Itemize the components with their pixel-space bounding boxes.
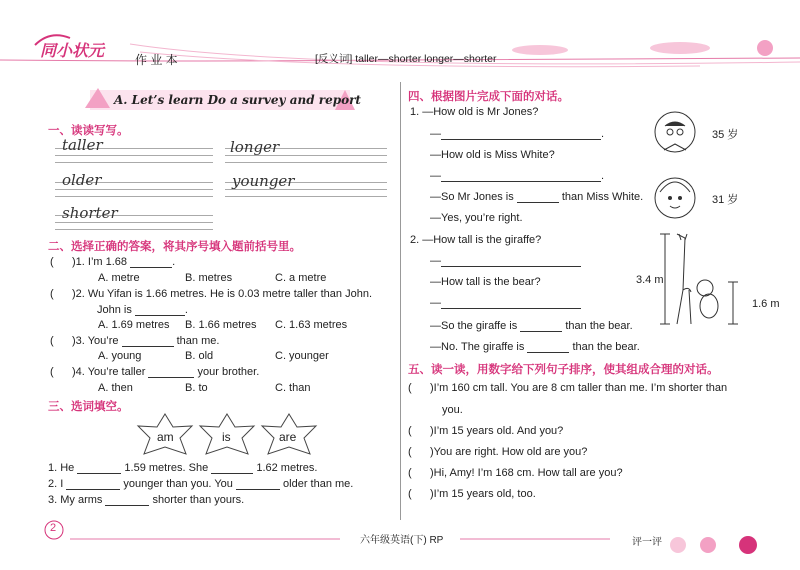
bear-height: 1.6 m bbox=[752, 298, 780, 310]
word-older: older bbox=[62, 171, 102, 189]
dialog2-line2: — bbox=[430, 255, 581, 267]
banner-title: A. Let’s learn Do a survey and report bbox=[114, 93, 361, 107]
order-item-1: ( )I’m 160 cm tall. You are 8 cm taller than me. I’m shorter than bbox=[408, 382, 728, 394]
q2: ( )2. Wu Yifan is 1.66 metres. He is 0.03 metre taller than John. bbox=[50, 288, 372, 300]
word-shorter: shorter bbox=[62, 204, 118, 222]
q2-opt-a: A. 1.69 metres bbox=[98, 319, 170, 331]
q2-opt-b: B. 1.66 metres bbox=[185, 319, 257, 331]
q1-opt-b: B. metres bbox=[185, 272, 233, 284]
age-mr-jones: 35 岁 bbox=[712, 129, 739, 141]
q2-opt-c: C. 1.63 metres bbox=[275, 319, 348, 331]
page-number: 2 bbox=[50, 522, 57, 534]
footer-book: 六年级英语(下) RP bbox=[360, 535, 444, 546]
fill-1: 1. He 1.59 metres. She 1.62 metres. bbox=[48, 462, 318, 474]
order-item-3: ( )You are right. How old are you? bbox=[408, 446, 588, 458]
section-1-title: 一、读读写写。 bbox=[48, 125, 129, 137]
dialog1-line5: —So Mr Jones is than Miss White. bbox=[430, 191, 644, 203]
order-item-5: ( )I’m 15 years old, too. bbox=[408, 488, 536, 500]
footer-rating: 评一评 bbox=[632, 537, 662, 548]
q4-opt-c: C. than bbox=[275, 382, 311, 394]
fill-2: 2. I younger than you. You older than me. bbox=[48, 478, 354, 490]
q2-line2: John is . bbox=[97, 304, 188, 316]
q3-opt-a: A. young bbox=[98, 350, 142, 362]
q1-opt-c: C. a metre bbox=[275, 272, 327, 284]
face-illustrations bbox=[650, 110, 710, 225]
star-word-is: is bbox=[222, 430, 231, 444]
q1: ( )1. I’m 1.68 . bbox=[50, 256, 176, 268]
dialog1-line3: —How old is Miss White? bbox=[430, 149, 555, 161]
star-word-am: am bbox=[157, 430, 174, 444]
banner bbox=[80, 86, 360, 114]
order-item-1-cont: you. bbox=[442, 404, 463, 416]
giraffe-bear-illustration bbox=[655, 230, 755, 330]
word-taller: taller bbox=[62, 136, 103, 154]
dialog2-line5: —So the giraffe is than the bear. bbox=[430, 320, 633, 332]
logo: 同小状元 bbox=[40, 43, 105, 60]
q4-opt-b: B. to bbox=[185, 382, 208, 394]
section-5-title: 五、读一读，用数字给下列句子排序，使其组成合理的对话。 bbox=[408, 364, 719, 376]
age-miss-white: 31 岁 bbox=[712, 194, 739, 206]
q3: ( )3. You’re than me. bbox=[50, 335, 220, 347]
giraffe-height: 3.4 m bbox=[636, 274, 664, 286]
dialog2-line3: —How tall is the bear? bbox=[430, 276, 541, 288]
fill-3: 3. My arms shorter than yours. bbox=[48, 494, 245, 506]
order-item-4: ( )Hi, Amy! I’m 168 cm. How tall are you? bbox=[408, 467, 623, 479]
word-younger: younger bbox=[232, 172, 295, 190]
q4-opt-a: A. then bbox=[98, 382, 133, 394]
dialog1-line4: — . bbox=[430, 170, 605, 182]
q3-opt-b: B. old bbox=[185, 350, 214, 362]
dialog1-line6: —Yes, you’re right. bbox=[430, 212, 523, 224]
dialog2-line4: — bbox=[430, 297, 581, 309]
q1-opt-a: A. metre bbox=[98, 272, 140, 284]
section-4-title: 四、根据图片完成下面的对话。 bbox=[408, 91, 569, 103]
order-item-2: ( )I’m 15 years old. And you? bbox=[408, 425, 564, 437]
q4: ( )4. You’re taller your brother. bbox=[50, 366, 260, 378]
section-3-title: 三、选词填空。 bbox=[48, 401, 129, 413]
dialog2-line1: 2. —How tall is the giraffe? bbox=[410, 234, 542, 246]
dialog1-line1: 1. —How old is Mr Jones? bbox=[410, 106, 539, 118]
antonyms-note: [反义词] taller—shorter longer—shorter bbox=[315, 53, 497, 65]
q3-opt-c: C. younger bbox=[275, 350, 329, 362]
star-word-are: are bbox=[279, 430, 297, 444]
column-divider bbox=[400, 82, 401, 520]
dialog1-line2: — . bbox=[430, 128, 605, 140]
section-2-title: 二、选择正确的答案，将其序号填入题前括号里。 bbox=[48, 241, 301, 253]
dialog2-line6: —No. The giraffe is than the bear. bbox=[430, 341, 640, 353]
book-label: 作 业 本 bbox=[135, 53, 178, 67]
word-longer: longer bbox=[230, 138, 280, 156]
